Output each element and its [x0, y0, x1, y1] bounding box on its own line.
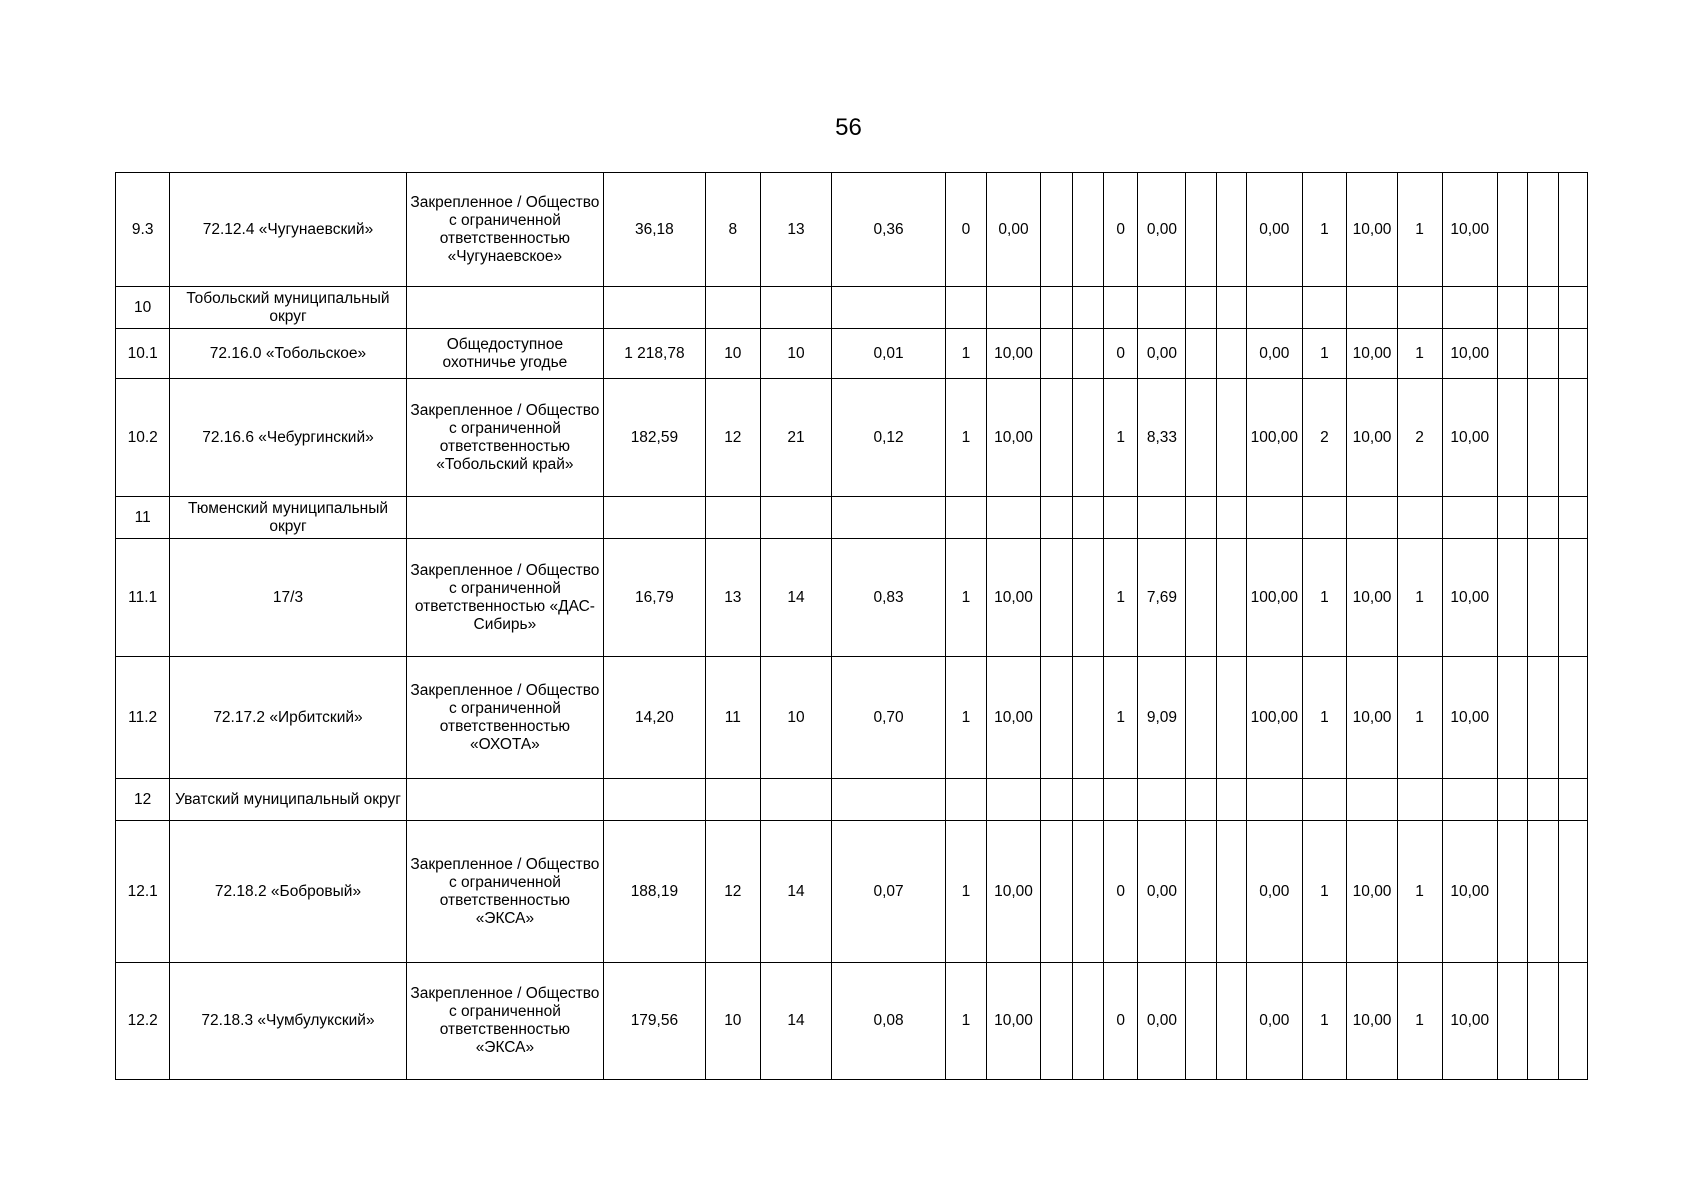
cell-c15	[1216, 497, 1246, 539]
cell-c5: 13	[705, 539, 760, 657]
cell-c7: 0,70	[832, 657, 946, 779]
cell-c17: 1	[1302, 963, 1347, 1080]
cell-c14	[1186, 497, 1216, 539]
cell-c14	[1186, 329, 1216, 379]
cell-c9: 10,00	[986, 379, 1040, 497]
cell-c19: 1	[1397, 539, 1442, 657]
cell-c23	[1558, 287, 1587, 329]
cell-c18: 10,00	[1347, 821, 1397, 963]
cell-c15	[1216, 173, 1246, 287]
cell-c13: 0,00	[1138, 963, 1186, 1080]
cell-size	[604, 497, 705, 539]
cell-c9: 10,00	[986, 657, 1040, 779]
table-row	[116, 963, 1588, 1080]
cell-size	[604, 779, 705, 821]
cell-c5: 10	[705, 329, 760, 379]
cell-c7	[832, 287, 946, 329]
cell-c10	[1041, 173, 1072, 287]
cell-type	[406, 497, 604, 539]
cell-c16: 100,00	[1247, 379, 1302, 497]
cell-area: 72.17.2 «Ирбитский»	[170, 657, 406, 779]
cell-c8	[946, 497, 987, 539]
table-row	[116, 173, 1588, 287]
cell-c5: 10	[705, 963, 760, 1080]
cell-c20: 10,00	[1442, 379, 1497, 497]
cell-c18	[1347, 497, 1397, 539]
cell-c18: 10,00	[1347, 657, 1397, 779]
cell-c21	[1497, 963, 1527, 1080]
cell-c23	[1558, 497, 1587, 539]
cell-c12: 0	[1103, 821, 1138, 963]
cell-c11	[1072, 497, 1103, 539]
cell-type	[406, 779, 604, 821]
cell-c12: 0	[1103, 329, 1138, 379]
cell-c20	[1442, 497, 1497, 539]
cell-c8: 1	[946, 539, 987, 657]
cell-c6: 21	[761, 379, 832, 497]
table-row	[116, 379, 1588, 497]
cell-num: 12.2	[116, 963, 170, 1080]
cell-c9: 10,00	[986, 821, 1040, 963]
cell-c14	[1186, 657, 1216, 779]
cell-c20	[1442, 779, 1497, 821]
cell-c22	[1528, 539, 1558, 657]
cell-type: Закрепленное / Общество с ограниченной ответственностью «Тобольский край»	[406, 379, 604, 497]
cell-c18: 10,00	[1347, 379, 1397, 497]
cell-c20: 10,00	[1442, 539, 1497, 657]
cell-size: 1 218,78	[604, 329, 705, 379]
cell-size: 14,20	[604, 657, 705, 779]
cell-c10	[1041, 821, 1072, 963]
cell-c15	[1216, 539, 1246, 657]
cell-c6	[761, 287, 832, 329]
cell-size: 179,56	[604, 963, 705, 1080]
cell-c19: 1	[1397, 657, 1442, 779]
cell-c8: 1	[946, 963, 987, 1080]
cell-c7: 0,08	[832, 963, 946, 1080]
cell-area: 72.16.6 «Чебургинский»	[170, 379, 406, 497]
cell-c12: 0	[1103, 963, 1138, 1080]
cell-c22	[1528, 963, 1558, 1080]
cell-c8	[946, 287, 987, 329]
cell-type: Закрепленное / Общество с ограниченной ответственностью «ЭКСА»	[406, 821, 604, 963]
cell-c18	[1347, 287, 1397, 329]
table-row	[116, 657, 1588, 779]
cell-c5: 12	[705, 821, 760, 963]
cell-c20: 10,00	[1442, 329, 1497, 379]
cell-num: 10	[116, 287, 170, 329]
cell-c21	[1497, 821, 1527, 963]
cell-c12: 1	[1103, 539, 1138, 657]
cell-c17: 1	[1302, 329, 1347, 379]
cell-type: Закрепленное / Общество с ограниченной ответственностью «ДАС-Сибирь»	[406, 539, 604, 657]
cell-c7: 0,83	[832, 539, 946, 657]
cell-c11	[1072, 379, 1103, 497]
cell-type: Общедоступное охотничье угодье	[406, 329, 604, 379]
cell-c22	[1528, 287, 1558, 329]
cell-c12: 1	[1103, 657, 1138, 779]
cell-c11	[1072, 779, 1103, 821]
cell-c11	[1072, 963, 1103, 1080]
cell-area: 72.16.0 «Тобольское»	[170, 329, 406, 379]
cell-c21	[1497, 539, 1527, 657]
cell-c8: 1	[946, 329, 987, 379]
cell-c19: 1	[1397, 329, 1442, 379]
cell-c10	[1041, 329, 1072, 379]
cell-type: Закрепленное / Общество с ограниченной ответственностью «Чугунаевское»	[406, 173, 604, 287]
cell-c8: 1	[946, 379, 987, 497]
cell-c6: 14	[761, 821, 832, 963]
cell-c11	[1072, 539, 1103, 657]
cell-c13	[1138, 497, 1186, 539]
cell-c22	[1528, 173, 1558, 287]
cell-area: Тобольский муниципальный округ	[170, 287, 406, 329]
cell-c13: 0,00	[1138, 173, 1186, 287]
cell-c22	[1528, 821, 1558, 963]
cell-c10	[1041, 657, 1072, 779]
cell-num: 10.1	[116, 329, 170, 379]
cell-c12	[1103, 779, 1138, 821]
cell-c18: 10,00	[1347, 539, 1397, 657]
cell-c17	[1302, 779, 1347, 821]
cell-c11	[1072, 329, 1103, 379]
cell-c13: 9,09	[1138, 657, 1186, 779]
cell-c6: 10	[761, 329, 832, 379]
cell-c13: 7,69	[1138, 539, 1186, 657]
cell-c19: 2	[1397, 379, 1442, 497]
cell-c21	[1497, 657, 1527, 779]
district-row	[116, 497, 1588, 539]
cell-c10	[1041, 497, 1072, 539]
cell-c20: 10,00	[1442, 821, 1497, 963]
cell-c23	[1558, 657, 1587, 779]
page-number: 56	[835, 114, 862, 141]
cell-c14	[1186, 287, 1216, 329]
table-row	[116, 821, 1588, 963]
cell-c16: 0,00	[1247, 329, 1302, 379]
cell-area: 17/3	[170, 539, 406, 657]
cell-num: 11	[116, 497, 170, 539]
cell-c23	[1558, 379, 1587, 497]
cell-c12: 0	[1103, 173, 1138, 287]
cell-area: 72.18.2 «Бобровый»	[170, 821, 406, 963]
cell-c18	[1347, 779, 1397, 821]
cell-c11	[1072, 657, 1103, 779]
cell-num: 12	[116, 779, 170, 821]
cell-c14	[1186, 173, 1216, 287]
cell-size	[604, 287, 705, 329]
cell-c8: 0	[946, 173, 987, 287]
cell-c14	[1186, 379, 1216, 497]
cell-c16: 0,00	[1247, 173, 1302, 287]
cell-c23	[1558, 539, 1587, 657]
cell-c9: 10,00	[986, 963, 1040, 1080]
cell-c5	[705, 287, 760, 329]
cell-c23	[1558, 173, 1587, 287]
cell-area: Уватский муниципальный округ	[170, 779, 406, 821]
cell-c9	[986, 497, 1040, 539]
cell-c21	[1497, 329, 1527, 379]
cell-c8	[946, 779, 987, 821]
cell-c10	[1041, 779, 1072, 821]
cell-c20: 10,00	[1442, 173, 1497, 287]
cell-c11	[1072, 287, 1103, 329]
cell-c21	[1497, 287, 1527, 329]
cell-c23	[1558, 821, 1587, 963]
cell-c22	[1528, 379, 1558, 497]
cell-c14	[1186, 821, 1216, 963]
cell-c9: 10,00	[986, 539, 1040, 657]
cell-c14	[1186, 779, 1216, 821]
cell-c6: 14	[761, 539, 832, 657]
cell-c19	[1397, 779, 1442, 821]
cell-c17	[1302, 497, 1347, 539]
cell-c19: 1	[1397, 173, 1442, 287]
cell-c6: 10	[761, 657, 832, 779]
cell-c22	[1528, 497, 1558, 539]
cell-area: Тюменский муниципальный округ	[170, 497, 406, 539]
cell-c17	[1302, 287, 1347, 329]
cell-c6: 13	[761, 173, 832, 287]
cell-c19: 1	[1397, 963, 1442, 1080]
cell-c7: 0,36	[832, 173, 946, 287]
cell-c15	[1216, 329, 1246, 379]
cell-c22	[1528, 329, 1558, 379]
cell-num: 12.1	[116, 821, 170, 963]
cell-c17: 2	[1302, 379, 1347, 497]
table-row	[116, 539, 1588, 657]
district-row	[116, 287, 1588, 329]
cell-c7: 0,12	[832, 379, 946, 497]
cell-c17: 1	[1302, 173, 1347, 287]
cell-c6	[761, 497, 832, 539]
cell-c12	[1103, 497, 1138, 539]
cell-c13	[1138, 779, 1186, 821]
cell-c11	[1072, 821, 1103, 963]
cell-c8: 1	[946, 657, 987, 779]
cell-c7: 0,01	[832, 329, 946, 379]
cell-c20: 10,00	[1442, 657, 1497, 779]
cell-c21	[1497, 173, 1527, 287]
cell-area: 72.12.4 «Чугунаевский»	[170, 173, 406, 287]
cell-c22	[1528, 657, 1558, 779]
cell-c5: 11	[705, 657, 760, 779]
cell-c6: 14	[761, 963, 832, 1080]
cell-c21	[1497, 379, 1527, 497]
cell-c19	[1397, 287, 1442, 329]
cell-c15	[1216, 821, 1246, 963]
cell-size: 182,59	[604, 379, 705, 497]
cell-c16: 0,00	[1247, 963, 1302, 1080]
cell-c9	[986, 287, 1040, 329]
cell-c16: 0,00	[1247, 821, 1302, 963]
cell-c6	[761, 779, 832, 821]
cell-c11	[1072, 173, 1103, 287]
cell-c15	[1216, 779, 1246, 821]
cell-area: 72.18.3 «Чумбулукский»	[170, 963, 406, 1080]
cell-c20: 10,00	[1442, 963, 1497, 1080]
cell-c16	[1247, 497, 1302, 539]
cell-c22	[1528, 779, 1558, 821]
table-row	[116, 329, 1588, 379]
cell-num: 10.2	[116, 379, 170, 497]
cell-c20	[1442, 287, 1497, 329]
cell-c10	[1041, 379, 1072, 497]
cell-c16: 100,00	[1247, 539, 1302, 657]
cell-c14	[1186, 963, 1216, 1080]
cell-c19: 1	[1397, 821, 1442, 963]
cell-c16: 100,00	[1247, 657, 1302, 779]
cell-size: 36,18	[604, 173, 705, 287]
cell-num: 9.3	[116, 173, 170, 287]
cell-c13	[1138, 287, 1186, 329]
cell-c18: 10,00	[1347, 329, 1397, 379]
cell-size: 16,79	[604, 539, 705, 657]
cell-c9: 0,00	[986, 173, 1040, 287]
cell-c13: 8,33	[1138, 379, 1186, 497]
cell-c16	[1247, 287, 1302, 329]
cell-c9: 10,00	[986, 329, 1040, 379]
cell-c15	[1216, 287, 1246, 329]
cell-c18: 10,00	[1347, 173, 1397, 287]
cell-c15	[1216, 657, 1246, 779]
cell-c21	[1497, 497, 1527, 539]
cell-c5	[705, 497, 760, 539]
cell-c7	[832, 497, 946, 539]
cell-c16	[1247, 779, 1302, 821]
cell-c7: 0,07	[832, 821, 946, 963]
cell-c21	[1497, 779, 1527, 821]
cell-c5: 12	[705, 379, 760, 497]
data-table	[115, 172, 1588, 1080]
cell-c14	[1186, 539, 1216, 657]
cell-c15	[1216, 379, 1246, 497]
cell-c12: 1	[1103, 379, 1138, 497]
cell-c15	[1216, 963, 1246, 1080]
cell-c7	[832, 779, 946, 821]
cell-type: Закрепленное / Общество с ограниченной ответственностью «ОХОТА»	[406, 657, 604, 779]
cell-num: 11.1	[116, 539, 170, 657]
cell-c23	[1558, 329, 1587, 379]
cell-c23	[1558, 779, 1587, 821]
cell-c12	[1103, 287, 1138, 329]
cell-c9	[986, 779, 1040, 821]
cell-c19	[1397, 497, 1442, 539]
cell-type: Закрепленное / Общество с ограниченной ответственностью «ЭКСА»	[406, 963, 604, 1080]
cell-c5: 8	[705, 173, 760, 287]
district-row	[116, 779, 1588, 821]
cell-c23	[1558, 963, 1587, 1080]
cell-c8: 1	[946, 821, 987, 963]
cell-c5	[705, 779, 760, 821]
cell-c18: 10,00	[1347, 963, 1397, 1080]
cell-size: 188,19	[604, 821, 705, 963]
cell-num: 11.2	[116, 657, 170, 779]
cell-c13: 0,00	[1138, 821, 1186, 963]
cell-c17: 1	[1302, 657, 1347, 779]
cell-c17: 1	[1302, 539, 1347, 657]
cell-c10	[1041, 963, 1072, 1080]
cell-c17: 1	[1302, 821, 1347, 963]
cell-c10	[1041, 287, 1072, 329]
cell-type	[406, 287, 604, 329]
cell-c10	[1041, 539, 1072, 657]
cell-c13: 0,00	[1138, 329, 1186, 379]
